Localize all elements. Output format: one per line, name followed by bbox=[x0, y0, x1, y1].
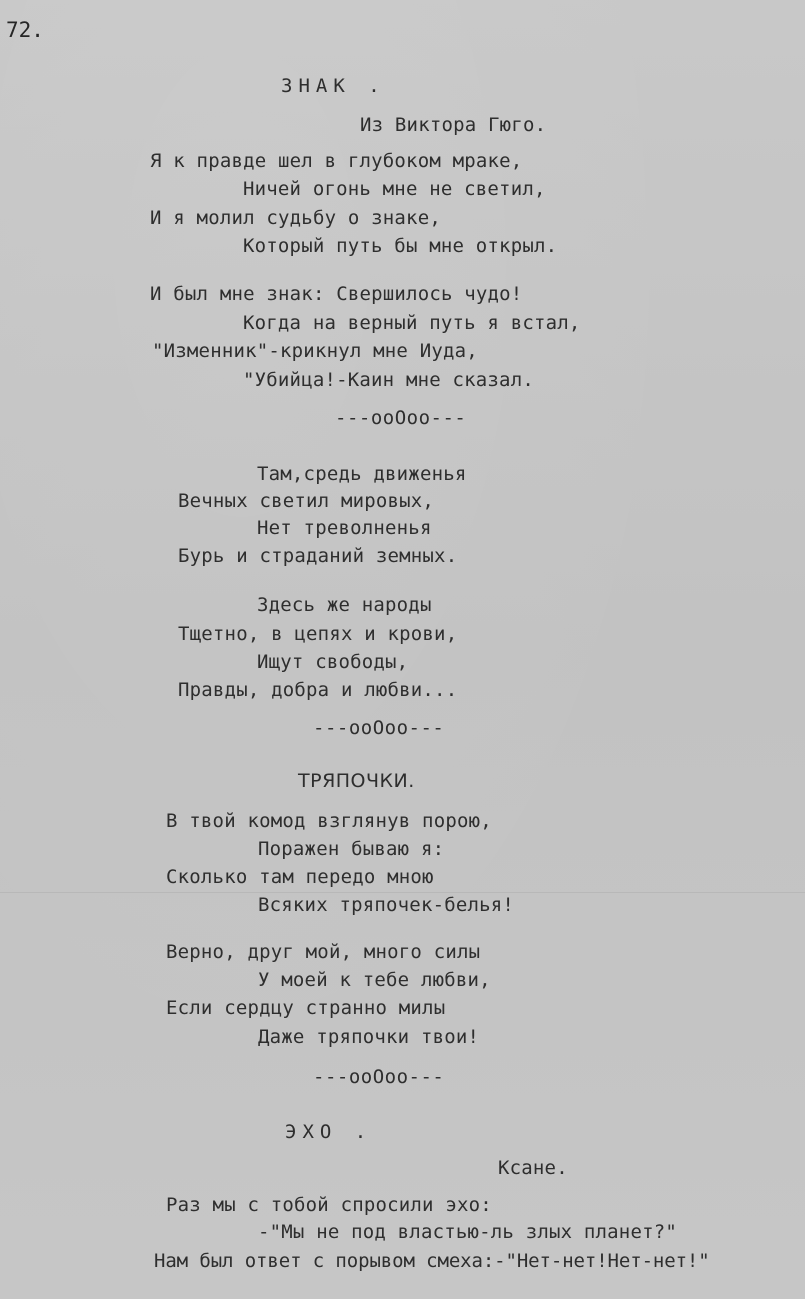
poem-line: Раз мы с тобой спросили эхо: bbox=[166, 1194, 492, 1216]
poem-line: У моей к тебе любви, bbox=[258, 969, 491, 991]
poem-title: ЗНАК . bbox=[281, 75, 386, 97]
poem-dedication: Из Виктора Гюго. bbox=[360, 114, 547, 136]
poem-line: Я к правде шел в глубоком мраке, bbox=[150, 150, 523, 172]
poem-line: Ищут свободы, bbox=[257, 651, 409, 673]
poem-line: Правды, добра и любви... bbox=[178, 679, 458, 701]
poem-title: ЭХО . bbox=[285, 1121, 373, 1143]
poem-line: В твой комод взглянув порою, bbox=[166, 810, 492, 832]
poem-line: Когда на верный путь я встал, bbox=[243, 312, 581, 334]
poem-title: ТРЯПОЧКИ. bbox=[298, 770, 415, 792]
poem-line: Бурь и страданий земных. bbox=[178, 545, 458, 567]
poem-line: Нам был ответ с порывом смеха:-"Нет-нет!Нет-нет!" bbox=[154, 1250, 710, 1272]
poem-dedication: Ксане. bbox=[498, 1157, 568, 1179]
poem-line: Там,средь движенья bbox=[257, 463, 467, 485]
poem-line: И был мне знак: Свершилось чудо! bbox=[150, 283, 523, 305]
poem-line: Даже тряпочки твои! bbox=[258, 1026, 480, 1048]
poem-line: Ничей огонь мне не светил, bbox=[243, 178, 546, 200]
poem-line: Вечных светил мировых, bbox=[178, 490, 435, 512]
poem-line: Если сердцу странно милы bbox=[166, 997, 446, 1019]
section-separator: ---ooOoo--- bbox=[313, 717, 445, 739]
poem-line: Тщетно, в цепях и крови, bbox=[178, 623, 458, 645]
poem-line: Сколько там передо мною bbox=[166, 866, 434, 888]
section-separator: ---ooOoo--- bbox=[335, 407, 467, 429]
page-number: 72. bbox=[6, 18, 44, 42]
poem-line: Поражен бываю я: bbox=[258, 838, 445, 860]
poem-line: Всяких тряпочек-белья! bbox=[258, 894, 515, 916]
poem-line: И я молил судьбу о знаке, bbox=[150, 207, 441, 229]
poem-line: Нет треволненья bbox=[257, 517, 432, 539]
poem-line: "Изменник"-крикнул мне Иуда, bbox=[152, 340, 478, 362]
poem-line: Здесь же народы bbox=[257, 594, 432, 616]
poem-line: "Убийца!-Каин мне сказал. bbox=[243, 369, 534, 391]
poem-line: Верно, друг мой, много силы bbox=[166, 941, 481, 963]
poem-line: Который путь бы мне открыл. bbox=[243, 235, 558, 257]
poem-line: -"Мы не под властью-ль злых планет?" bbox=[258, 1221, 678, 1243]
section-separator: ---ooOoo--- bbox=[313, 1066, 445, 1088]
